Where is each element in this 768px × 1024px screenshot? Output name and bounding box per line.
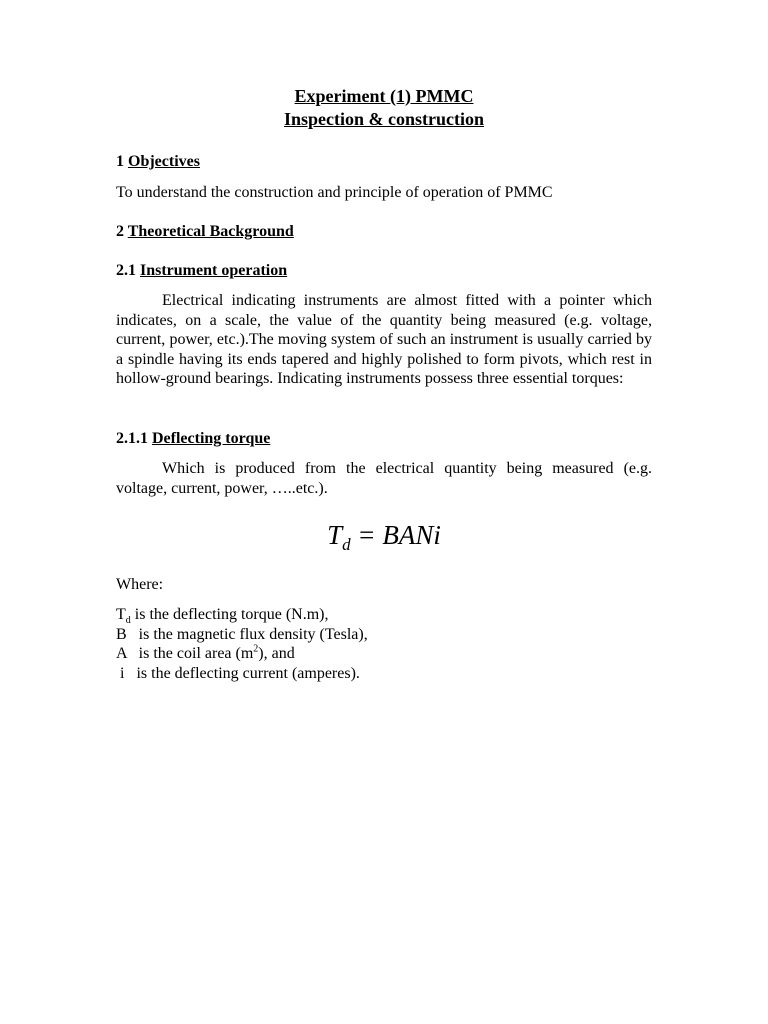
definition-a <box>116 644 652 664</box>
deflecting-torque-equation <box>0 518 768 552</box>
section-2-heading <box>116 222 652 242</box>
section-2-1-heading <box>116 261 652 281</box>
section-2-1-1-heading <box>116 429 652 449</box>
definition-i <box>116 664 652 684</box>
definition-b <box>116 625 652 645</box>
definition-text-after: ), and <box>258 645 295 662</box>
section-2-1-number: 2.1 <box>116 262 136 279</box>
where-label: Where: <box>116 576 164 593</box>
definitions-list <box>116 605 652 683</box>
section-2-1-paragraph: Electrical indicating instruments are almost fitted with a pointer which indicates, on a scale, the value of the quantity being measured (e.g. voltage, current, power, etc.).The moving system of such an instrument is usually carried by a spindle having its ends tapered and highly polished to form pivots, which rest in hollow-ground bearings. Indicating instruments possess three essential torques: <box>116 292 652 387</box>
title-line-1: Experiment (1) PMMC <box>294 86 474 106</box>
section-1-text: To understand the construction and principle of operation of PMMC <box>116 184 553 201</box>
definition-text: is the deflecting torque (N.m), <box>130 606 329 623</box>
definition-superscript: 2 <box>253 643 259 655</box>
definition-symbol: A <box>116 645 127 662</box>
definition-text: is the magnetic flux density (Tesla), <box>126 625 368 643</box>
section-2-1-1-title: Deflecting torque <box>152 430 271 447</box>
section-2-1-1-paragraph: Which is produced from the electrical quantity being measured (e.g. voltage, current, power, …..etc.). <box>116 460 652 497</box>
definition-td <box>116 605 652 625</box>
section-1-title: Objectives <box>128 153 200 170</box>
equation-lhs-symbol: T <box>327 520 343 550</box>
section-2-1-title: Instrument operation <box>140 262 288 279</box>
title-line-2: Inspection & construction <box>283 109 484 129</box>
definition-subscript: d <box>125 615 131 627</box>
definition-symbol: B <box>116 625 127 643</box>
section-2-1-1-number: 2.1.1 <box>116 430 148 447</box>
document-title <box>0 85 768 131</box>
definition-symbol: i <box>116 664 125 682</box>
section-1-heading <box>116 152 652 172</box>
definition-text: is the deflecting current (amperes). <box>124 664 360 682</box>
section-1-number: 1 <box>116 153 124 170</box>
equation-rhs: = BANi <box>357 520 441 550</box>
section-2-number: 2 <box>116 223 124 240</box>
equation-lhs-subscript: d <box>342 535 351 554</box>
section-2-title: Theoretical Background <box>127 223 294 240</box>
definition-text: is the coil area (m <box>126 645 254 662</box>
definition-symbol: T <box>116 606 126 623</box>
